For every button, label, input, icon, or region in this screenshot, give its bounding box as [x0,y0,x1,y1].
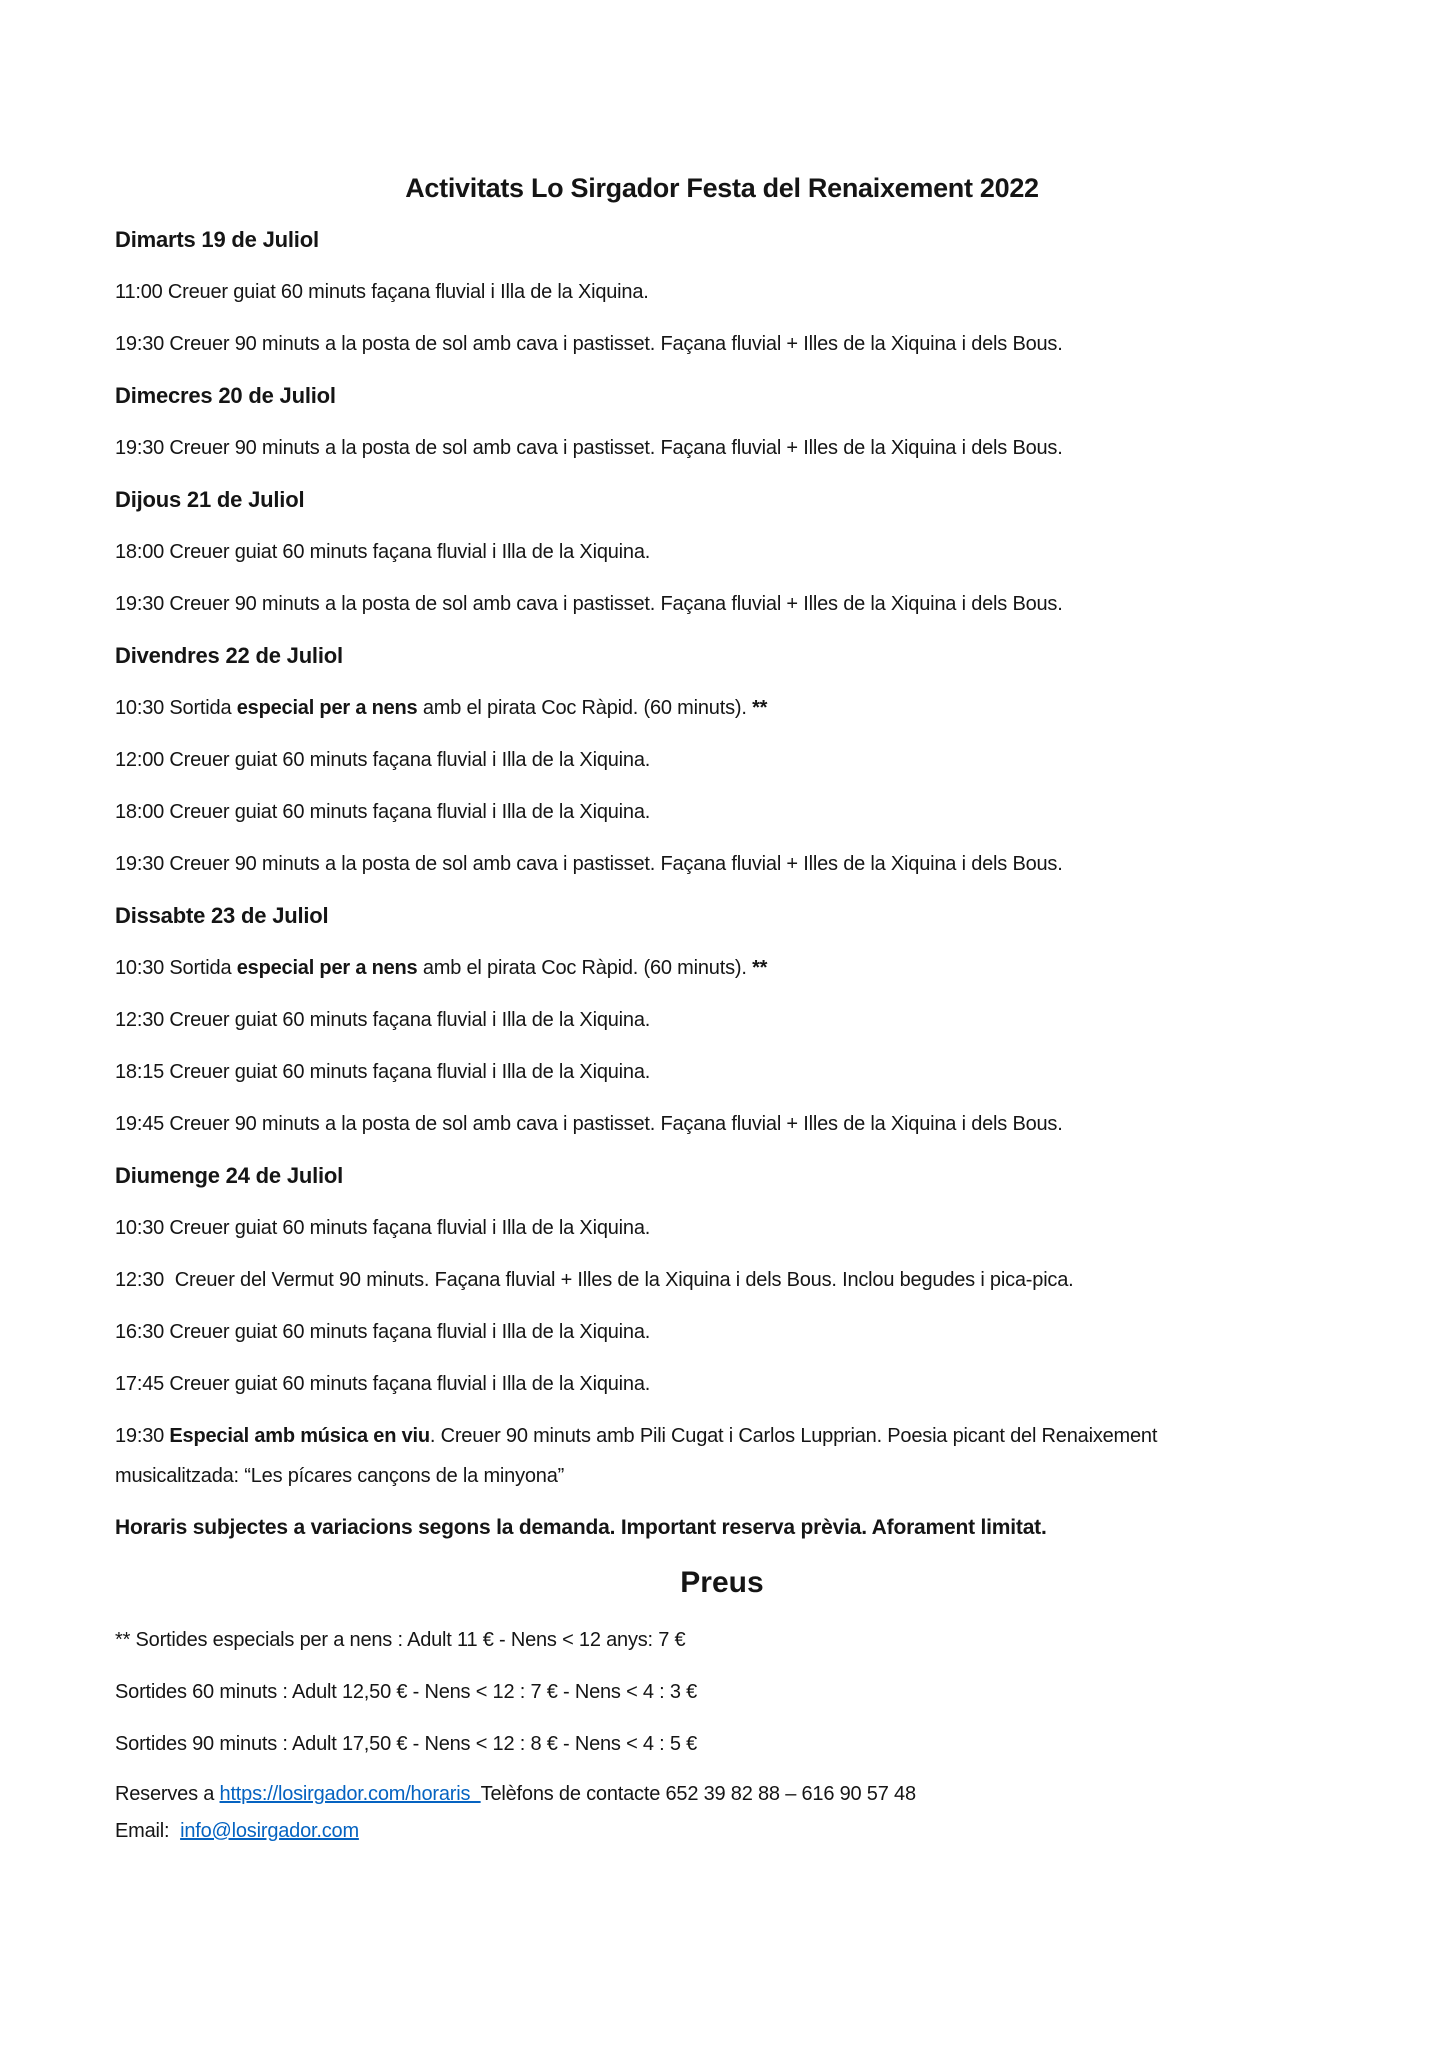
event-text: 19:30 Creuer 90 minuts a la posta de sol amb cava i pastisset. Façana fluvial + Illes de la Xiquina i dels Bous. [115,437,1063,459]
price-line: Sortides 60 minuts : Adult 12,50 € - Nens < 12 : 7 € - Nens < 4 : 3 € [115,1681,698,1703]
page-title: Activitats Lo Sirgador Festa del Renaixement 2022 [405,173,1039,203]
event-text: . Creuer 90 minuts amb Pili Cugat i Carlos Lupprian. Poesia picant del Renaixement musicalitzada: “Les pícares cançons de la minyona” [115,1425,1163,1487]
event-text: 16:30 Creuer guiat 60 minuts façana fluvial i Illa de la Xiquina. [115,1321,651,1343]
event-text: 19:45 Creuer 90 minuts a la posta de sol amb cava i pastisset. Façana fluvial + Illes de la Xiquina i dels Bous. [115,1113,1063,1135]
email-label: Email: [115,1820,181,1842]
event-text: 12:30 Creuer guiat 60 minuts façana fluvial i Illa de la Xiquina. [115,1009,651,1031]
event-text: 19:30 Creuer 90 minuts a la posta de sol amb cava i pastisset. Façana fluvial + Illes de la Xiquina i dels Bous. [115,593,1063,615]
event-text: 18:00 Creuer guiat 60 minuts façana fluvial i Illa de la Xiquina. [115,541,651,563]
event-line [115,844,1175,884]
event-text: 17:45 Creuer guiat 60 minuts façana fluvial i Illa de la Xiquina. [115,1373,651,1395]
event-text: 19:30 [115,1425,170,1447]
event-line [115,1260,1175,1300]
day-heading: Diumenge 24 de Juliol [115,1163,344,1188]
event-line [115,1208,1175,1248]
event-text: 12:30 Creuer del Vermut 90 minuts. Façana fluvial + Illes de la Xiquina i dels Bous. Inclou begudes i pica-pica. [115,1269,1074,1291]
day-heading: Dissabte 23 de Juliol [115,903,329,928]
event-line [115,948,1175,988]
event-line [115,1104,1175,1144]
event-text: 18:00 Creuer guiat 60 minuts façana fluvial i Illa de la Xiquina. [115,801,651,823]
reserves-link[interactable]: https://losirgador.com/horaris [219,1783,481,1805]
event-text-bold: ** [752,697,768,719]
event-text: 10:30 Creuer guiat 60 minuts façana fluvial i Illa de la Xiquina. [115,1217,651,1239]
schedule [115,220,1329,1496]
event-text: amb el pirata Coc Ràpid. (60 minuts). [417,957,753,979]
price-lines [115,1620,1329,1764]
prices-heading: Preus [680,1566,764,1599]
price-line: ** Sortides especials per a nens : Adult 11 € - Nens < 12 anys: 7 € [115,1629,686,1651]
event-line [115,688,1175,728]
event-text: 10:30 Sortida [115,957,237,979]
event-line [115,1416,1175,1496]
event-text: 12:00 Creuer guiat 60 minuts façana fluvial i Illa de la Xiquina. [115,749,651,771]
event-line [115,584,1175,624]
notice-text: Horaris subjectes a variacions segons la demanda. Important reserva prèvia. Aforament limitat. [115,1516,1047,1539]
contact-block [115,1776,1175,1850]
day-heading: Divendres 22 de Juliol [115,643,343,668]
event-line [115,324,1175,364]
day-heading: Dijous 21 de Juliol [115,487,305,512]
event-line [115,1052,1175,1092]
phones-text: Telèfons de contacte 652 39 82 88 – 616 90 57 48 [480,1783,916,1805]
event-line [115,1000,1175,1040]
event-line [115,792,1175,832]
event-line [115,532,1175,572]
day-heading: Dimarts 19 de Juliol [115,227,319,252]
event-text: 19:30 Creuer 90 minuts a la posta de sol amb cava i pastisset. Façana fluvial + Illes de la Xiquina i dels Bous. [115,853,1063,875]
event-line [115,272,1175,312]
event-line [115,428,1175,468]
event-text: amb el pirata Coc Ràpid. (60 minuts). [417,697,753,719]
event-line [115,740,1175,780]
event-text-bold: Especial amb música en viu [169,1425,430,1447]
document-content [115,168,1329,1862]
price-line: Sortides 90 minuts : Adult 17,50 € - Nens < 12 : 8 € - Nens < 4 : 5 € [115,1733,698,1755]
event-line [115,1312,1175,1352]
email-link[interactable]: info@losirgador.com [180,1820,359,1842]
event-text: 10:30 Sortida [115,697,237,719]
event-text: 18:15 Creuer guiat 60 minuts façana fluvial i Illa de la Xiquina. [115,1061,651,1083]
event-text-bold: ** [752,957,768,979]
event-text: 11:00 Creuer guiat 60 minuts façana fluvial i Illa de la Xiquina. [115,281,649,303]
event-text-bold: especial per a nens [236,957,418,979]
event-text: 19:30 Creuer 90 minuts a la posta de sol amb cava i pastisset. Façana fluvial + Illes de la Xiquina i dels Bous. [115,333,1063,355]
event-line [115,1364,1175,1404]
event-text-bold: especial per a nens [236,697,418,719]
day-heading: Dimecres 20 de Juliol [115,383,336,408]
reserves-text: Reserves a [115,1783,220,1805]
